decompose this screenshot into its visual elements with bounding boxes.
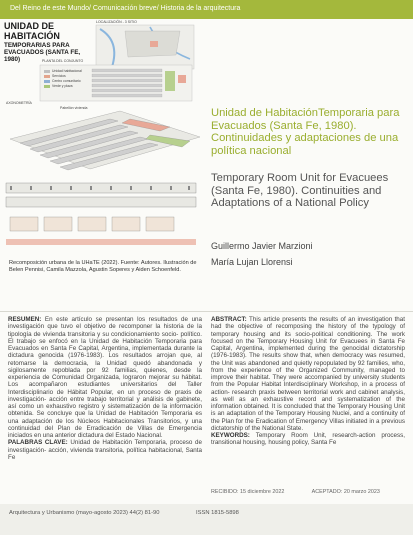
legend-item: Servicios <box>44 74 66 78</box>
figure-caption: Recomposición urbana de la UHaTE (2022). Fuente: Autores. Ilustración de Belen Pennisi, Camila Mazzola, Agustin Soperes y Aiden Schoenfeld. <box>9 260 197 273</box>
publication-dates <box>211 489 406 495</box>
legend-item: Unidad habitacional <box>44 69 82 73</box>
figure-plan-label: PLANTA DEL CONJUNTO <box>42 59 84 63</box>
issn: ISSN 1815-5898 <box>196 510 239 516</box>
figure-title <box>4 21 92 63</box>
legend-swatch <box>44 70 50 73</box>
legend-swatch <box>44 85 50 88</box>
resumen-text: En este artículo se presentan los resultados de una investigación que tuvo el objetivo de recomponer la historia de la tipología de vivienda transitoria y su condicionamiento socio- político. El trabajo se enfocó en la Unidad de Habitación Temporaria para Evacuados en Santa Fe Capital, Argentina, implementada durante la dictadura genocida (1976-1983). Los resultados arrojan que, al retomarse la democracia, la Unidad quedó abandonada y sigilosamente repoblada por 92 familias, quienes, desde la experiencia de Comunidad Organizada, lograron mejorar su hábitat. Los acompañaron estudiantes universitarios del Taller Interdisciplinario de Hábitat Popular, en un proceso de praxis de investigación- acción entre trabajo territorial y análisis de gabinete, así como un exhaustivo registro y sistematización de la información obtenida. Se concluye que la Unidad de Habitación Temporaria es una adaptación de los Núcleos Habitacionales Transitorios, y una continuidad del Plan de Erradicación de Villas de Emergencia iniciados en una anterior dictadura del Estado Nacional. <box>8 316 202 439</box>
top-bar <box>0 0 413 19</box>
page-footer <box>0 504 413 535</box>
author-name: María Lujan Llorensi <box>211 257 293 267</box>
abstract-block <box>211 316 405 447</box>
figure-location-label: LOCALIZACIÓN - 3 SITIO <box>96 20 137 24</box>
legend-item: Verde y plaza <box>44 84 73 88</box>
received-date: RECIBIDO: 15 diciembre 2022 <box>211 489 285 495</box>
title-english: Temporary Room Unit for Evacuees (Santa Fe, 1980). Continuities and Adaptations of a National Policy <box>211 172 389 209</box>
abstract-text: This article presents the results of an investigation that had the objective of recomposing the history of the typology of temporary housing and its socio-political conditioning. The work focused on the Temporary Housing Unit for Evacuees in Santa Fe Capital, Argentina, implemented during the genocidal dictatorship (1976-1983). The results show that, when democracy was resumed, the Unit was abandoned and quietly repopulated by 92 families, who, from the experience of the Organized Community, managed to improve their habitat. They were accompanied by university students from the Popular Habitat Interdisciplinary Workshop, in a process of action- research praxis between territorial work and cabinet analysis, as well as an exhaustive record and systematization of the information obtained. It is concluded that the Temporary Housing Unit is an adaptation of the Temporary Housing Nuclei, and a continuity of the Plan for the Eradication of Emergency Villas initiated in a previous dictatorship of the National State. <box>211 316 405 432</box>
legend-item: Centro comunitario <box>44 79 81 83</box>
keywords-text: Temporary Room Unit, research-action process, transitional housing, housing policy, Santa Fe <box>211 432 406 447</box>
palabras-clave-label: PALABRAS CLAVE: <box>8 439 68 447</box>
resumen-label: RESUMEN: <box>8 316 42 323</box>
breadcrumb: Del Reino de este Mundo/ Comunicación breve/ Historia de la arquitectura <box>10 5 241 12</box>
figure-title-main: UNIDAD DE HABITACIÓN <box>4 21 60 41</box>
figure-unit-label: Pabellón vivienda <box>60 106 88 110</box>
section-divider <box>0 311 413 312</box>
keywords-label: KEYWORDS: <box>211 432 250 439</box>
resumen-block <box>8 316 202 461</box>
journal-citation: Arquitectura y Urbanismo (mayo-agosto 2023) 44(2) 81-90 <box>9 510 160 516</box>
figure-axon-label: AXONOMETRÍA <box>6 101 32 105</box>
palabras-clave-text: Unidad de Habitación Temporaria, proceso de investigación- acción, vivienda transitoria, política habitacional, Santa Fe <box>8 439 202 461</box>
figure-title-sub: TEMPORARIAS PARA EVACUADOS (SANTA FE, 1980) <box>4 42 81 63</box>
author-name: Guillermo Javier Marzioni <box>211 241 313 251</box>
legend-swatch <box>44 80 50 83</box>
abstract-label: ABSTRACT: <box>211 316 247 323</box>
legend-swatch <box>44 75 50 78</box>
title-spanish: Unidad de HabitaciónTemporaria para Evacuados (Santa Fe, 1980). Continuidades y adaptaciones de una política nacional <box>211 107 400 157</box>
accepted-date: ACEPTADO: 20 marzo 2023 <box>311 489 380 495</box>
